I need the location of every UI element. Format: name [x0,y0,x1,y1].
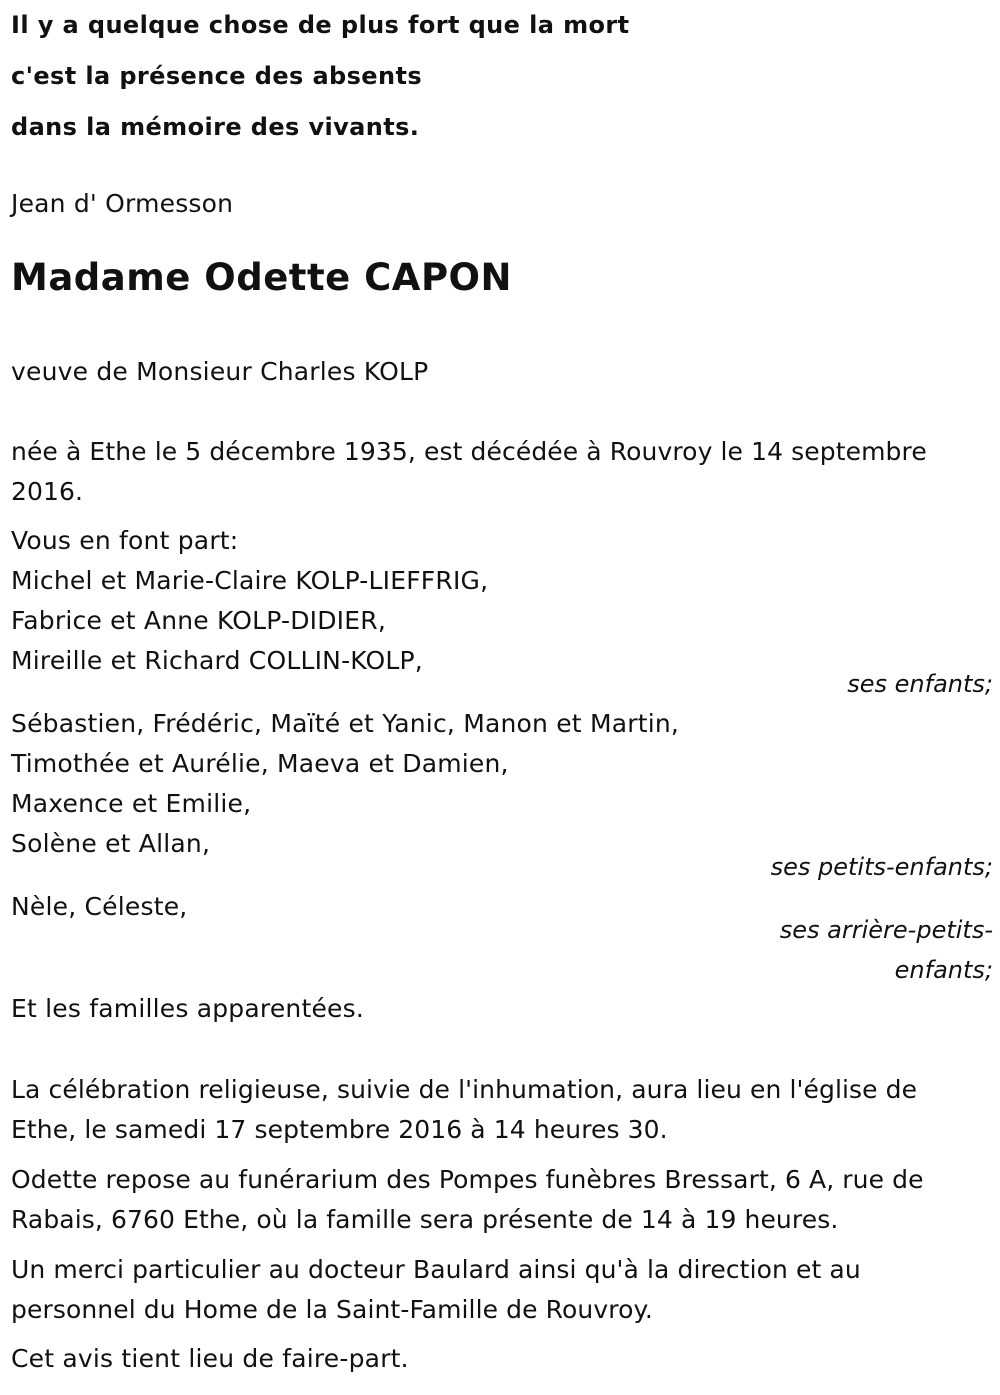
announcement-intro: Vous en font part: [11,526,239,555]
grandchildren-role: ses petits-enfants; [770,853,993,881]
related-families: Et les familles apparentées. [11,994,364,1023]
grandchildren-list [11,704,993,864]
list-item: Nèle, Céleste, [11,892,188,921]
list-item: Maxence et Emilie, [11,789,252,818]
list-item: Sébastien, Frédéric, Maïté et Yanic, Manon et Martin, [11,709,680,738]
children-list [11,561,993,681]
quote-line: c'est la présence des absents [11,62,423,90]
notice-paragraph: Cet avis tient lieu de faire-part. [11,1344,409,1373]
list-item: Solène et Allan, [11,829,211,858]
great-grandchildren-list [11,887,711,927]
quote-line: dans la mémoire des vivants. [11,113,420,141]
obituary-notice [11,0,993,1395]
deceased-name: Madame Odette CAPON [11,256,512,299]
list-item: Fabrice et Anne KOLP-DIDIER, [11,606,386,635]
great-grandchildren-role: ses arrière-petits- [779,916,993,944]
quote-author: Jean d' Ormesson [11,189,234,218]
celebration-paragraph: La célébration religieuse, suivie de l'inhumation, aura lieu en l'église de Ethe, le samedi 17 septembre 2016 à 14 heures 30. [11,1075,918,1144]
list-item: Michel et Marie-Claire KOLP-LIEFFRIG, [11,566,489,595]
list-item: Timothée et Aurélie, Maeva et Damien, [11,749,509,778]
list-item: Mireille et Richard COLLIN-KOLP, [11,646,423,675]
thanks-paragraph: Un merci particulier au docteur Baulard ainsi qu'à la direction et au personnel du Home de la Saint-Famille de Rouvroy. [11,1255,861,1324]
quote-block [11,0,993,153]
quote-line: Il y a quelque chose de plus fort que la mort [11,11,630,39]
great-grandchildren-role-continued: enfants; [894,956,993,984]
birth-death: née à Ethe le 5 décembre 1935, est décédée à Rouvroy le 14 septembre 2016. [11,437,927,506]
widow-of: veuve de Monsieur Charles KOLP [11,357,429,386]
visitation-paragraph: Odette repose au funérarium des Pompes funèbres Bressart, 6 A, rue de Rabais, 6760 Ethe, où la famille sera présente de 14 à 19 heures. [11,1165,924,1234]
children-role: ses enfants; [847,670,993,698]
